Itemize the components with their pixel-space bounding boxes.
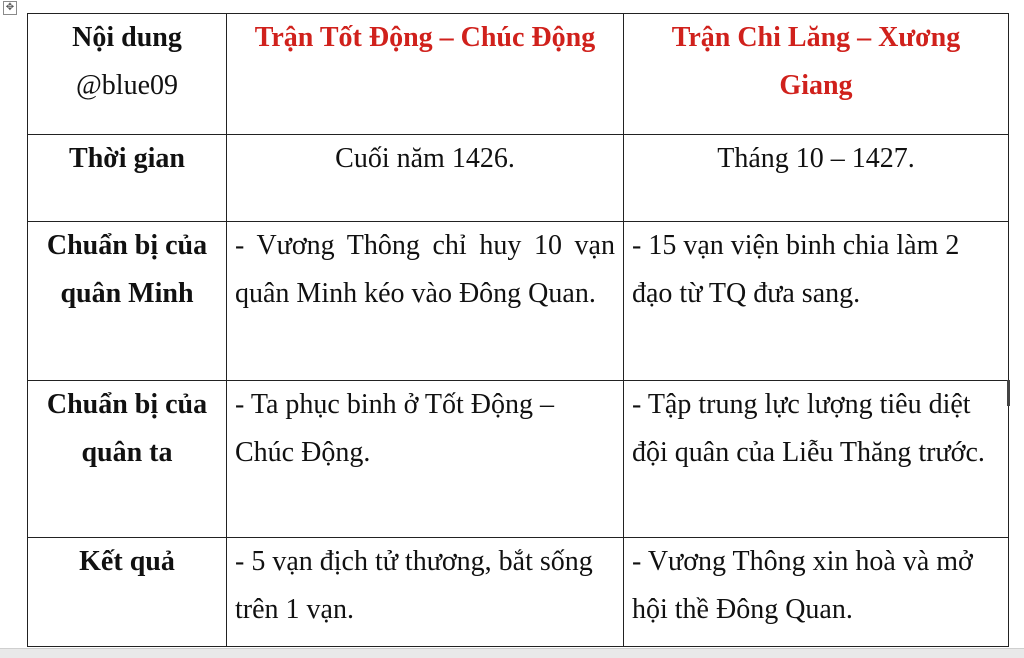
comparison-table	[27, 13, 1009, 647]
cell-ming-prep-tot-dong[interactable]: - Vương Thông chỉ huy 10 vạn quân Minh kéo vào Đông Quan.	[227, 222, 624, 381]
table-header-row	[28, 14, 1009, 135]
column-resize-handle[interactable]	[1007, 380, 1010, 406]
header-author-tag: @blue09	[76, 70, 178, 101]
header-content-cell[interactable]	[28, 14, 227, 135]
cell-our-prep-tot-dong[interactable]: - Ta phục binh ở Tốt Động – Chúc Động.	[227, 381, 624, 538]
cell-time-tot-dong[interactable]: Cuối năm 1426.	[227, 135, 624, 222]
table-row	[28, 381, 1009, 538]
row-label-our-preparation[interactable]: Chuẩn bị của quân ta	[28, 381, 227, 538]
table-row	[28, 538, 1009, 647]
header-battle-tot-dong[interactable]: Trận Tốt Động – Chúc Động	[227, 14, 624, 135]
table-row	[28, 135, 1009, 222]
cell-our-prep-chi-lang[interactable]: - Tập trung lực lượng tiêu diệt đội quân của Liễu Thăng trước.	[624, 381, 1009, 538]
header-content-label: Nội dung	[72, 22, 182, 53]
cell-time-chi-lang[interactable]: Tháng 10 – 1427.	[624, 135, 1009, 222]
row-label-ming-preparation[interactable]: Chuẩn bị của quân Minh	[28, 222, 227, 381]
table-move-handle-icon[interactable]: ✥	[3, 1, 17, 15]
row-label-result[interactable]: Kết quả	[28, 538, 227, 647]
editor-status-strip	[0, 648, 1024, 658]
cell-ming-prep-chi-lang[interactable]: - 15 vạn viện binh chia làm 2 đạo từ TQ đưa sang.	[624, 222, 1009, 381]
table-row	[28, 222, 1009, 381]
cell-result-tot-dong[interactable]: - 5 vạn địch tử thương, bắt sống trên 1 vạn.	[227, 538, 624, 647]
cell-result-chi-lang[interactable]: - Vương Thông xin hoà và mở hội thề Đông Quan.	[624, 538, 1009, 647]
row-label-time[interactable]: Thời gian	[28, 135, 227, 222]
header-battle-chi-lang[interactable]: Trận Chi Lăng – Xương Giang	[624, 14, 1009, 135]
